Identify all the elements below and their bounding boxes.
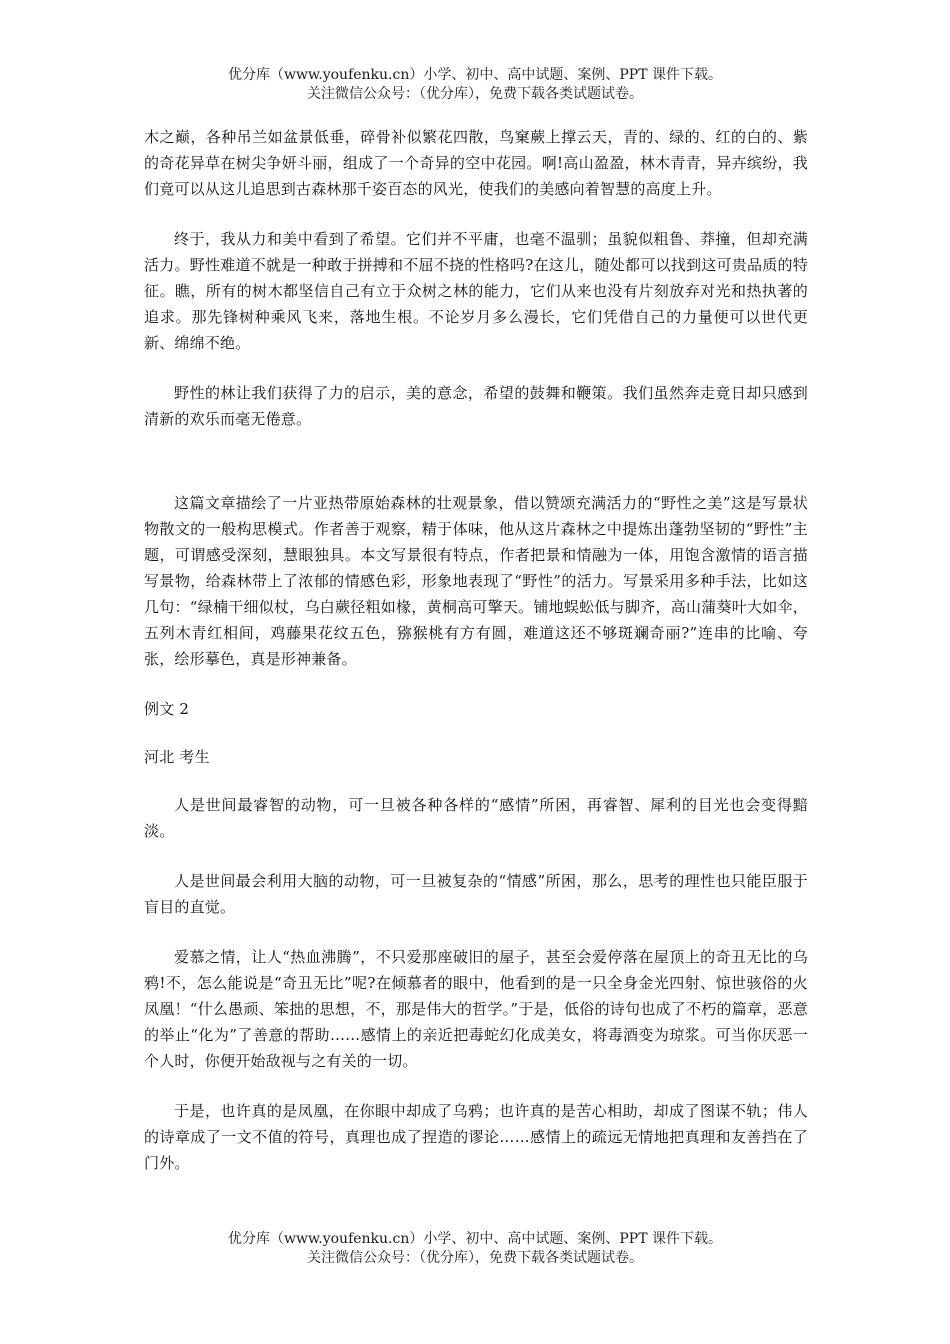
article-body: [144, 124, 808, 1200]
author-label: 河北 考生: [144, 748, 210, 766]
header-line-1: 优分库（www.youfenku.cn）小学、初中、高中试题、案例、PPT 课件下载。: [227, 67, 722, 83]
page-header: [0, 66, 950, 104]
section-gap: [144, 456, 808, 490]
paragraph-6: 爱慕之情，让人“热血沸腾”，不只爱那座破旧的屋子，甚至会爱停落在屋顶上的奇丑无比的乌鸦!不，怎么能说是“奇丑无比”呢?在倾慕者的眼中，他看到的是一只全身金光四射、惊世骇俗的火凤凰！“什么愚顽、笨拙的思想，不，那是伟大的哲学。”于是，低俗的诗句也成了不朽的篇章，恶意的举止“化为”了善意的帮助……感情上的亲近把毒蛇幻化成美女，将毒酒变为琼浆。可当你厌恶一个人时，你便开始敌视与之有关的一切。: [144, 948, 808, 1070]
paragraph-1: 木之巅，各种吊兰如盆景低垂，碎骨补似繁花四散，鸟窠蕨上撑云天，青的、绿的、红的白的、紫的奇花异草在树尖争妍斗丽，组成了一个奇异的空中花园。啊!高山盈盈，林木青青，异卉缤纷，我们竟可以从这儿追思到古森林那千姿百态的风光，使我们的美感向着智慧的高度上升。: [144, 128, 808, 198]
page-footer: [0, 1230, 950, 1268]
example-label: 例文 2: [144, 700, 190, 718]
paragraph-2: 终于，我从力和美中看到了希望。它们并不平庸，也毫不温驯；虽貌似粗鲁、莽撞，但却充满活力。野性难道不就是一种敢于拼搏和不屈不挠的性格吗?在这儿，随处都可以找到这可贵品质的特征。瞧，所有的树木都坚信自己有立于众树之林的能力，它们从来也没有片刻放弃对光和热执著的追求。那先锋树种乘风飞来，落地生根。不论岁月多么漫长，它们凭借自己的力量便可以世代更新、绵绵不绝。: [144, 230, 808, 352]
paragraph-4: 人是世间最睿智的动物，可一旦被各种各样的“感情”所困，再睿智、犀利的目光也会变得黯淡。: [144, 796, 808, 840]
footer-line-1: 优分库（www.youfenku.cn）小学、初中、高中试题、案例、PPT 课件下载。: [227, 1231, 722, 1247]
paragraph-7: 于是，也许真的是凤凰，在你眼中却成了乌鸦；也许真的是苦心相助，却成了图谋不轨；伟人的诗章成了一文不值的符号，真理也成了捏造的谬论……感情上的疏远无情地把真理和友善挡在了门外。: [144, 1102, 808, 1172]
footer-line-2: 关注微信公众号：（优分库），免费下载各类试题试卷。: [307, 1250, 643, 1266]
header-line-2: 关注微信公众号：（优分库），免费下载各类试题试卷。: [307, 86, 643, 102]
paragraph-5: 人是世间最会利用大脑的动物，可一旦被复杂的“情感”所困，那么，思考的理性也只能臣服于盲目的直觉。: [144, 872, 808, 916]
commentary-paragraph: 这篇文章描绘了一片亚热带原始森林的壮观景象，借以赞颂充满活力的“野性之美”这是写景状物散文的一般构思模式。作者善于观察，精于体味，他从这片森林之中提炼出蓬勃坚韧的“野性”主题，可谓感受深刻，慧眼独具。本文写景很有特点，作者把景和情融为一体，用饱含激情的语言描写景物，给森林带上了浓郁的情感色彩，形象地表现了“野性”的活力。写景采用多种手法，比如这几句：“绿楠干细似杖，乌白蕨径粗如椽，黄桐高可擎天。铺地蜈蚣低与脚齐，高山蒲葵叶大如伞，五列木青红相间，鸡藤果花纹五色，猕猴桃有方有圆，难道这还不够斑斓奇丽?”连串的比喻、夸张，绘形摹色，真是形神兼备。: [144, 494, 808, 668]
paragraph-3: 野性的林让我们获得了力的启示，美的意念，希望的鼓舞和鞭策。我们虽然奔走竟日却只感到清新的欢乐而毫无倦意。: [144, 384, 808, 428]
